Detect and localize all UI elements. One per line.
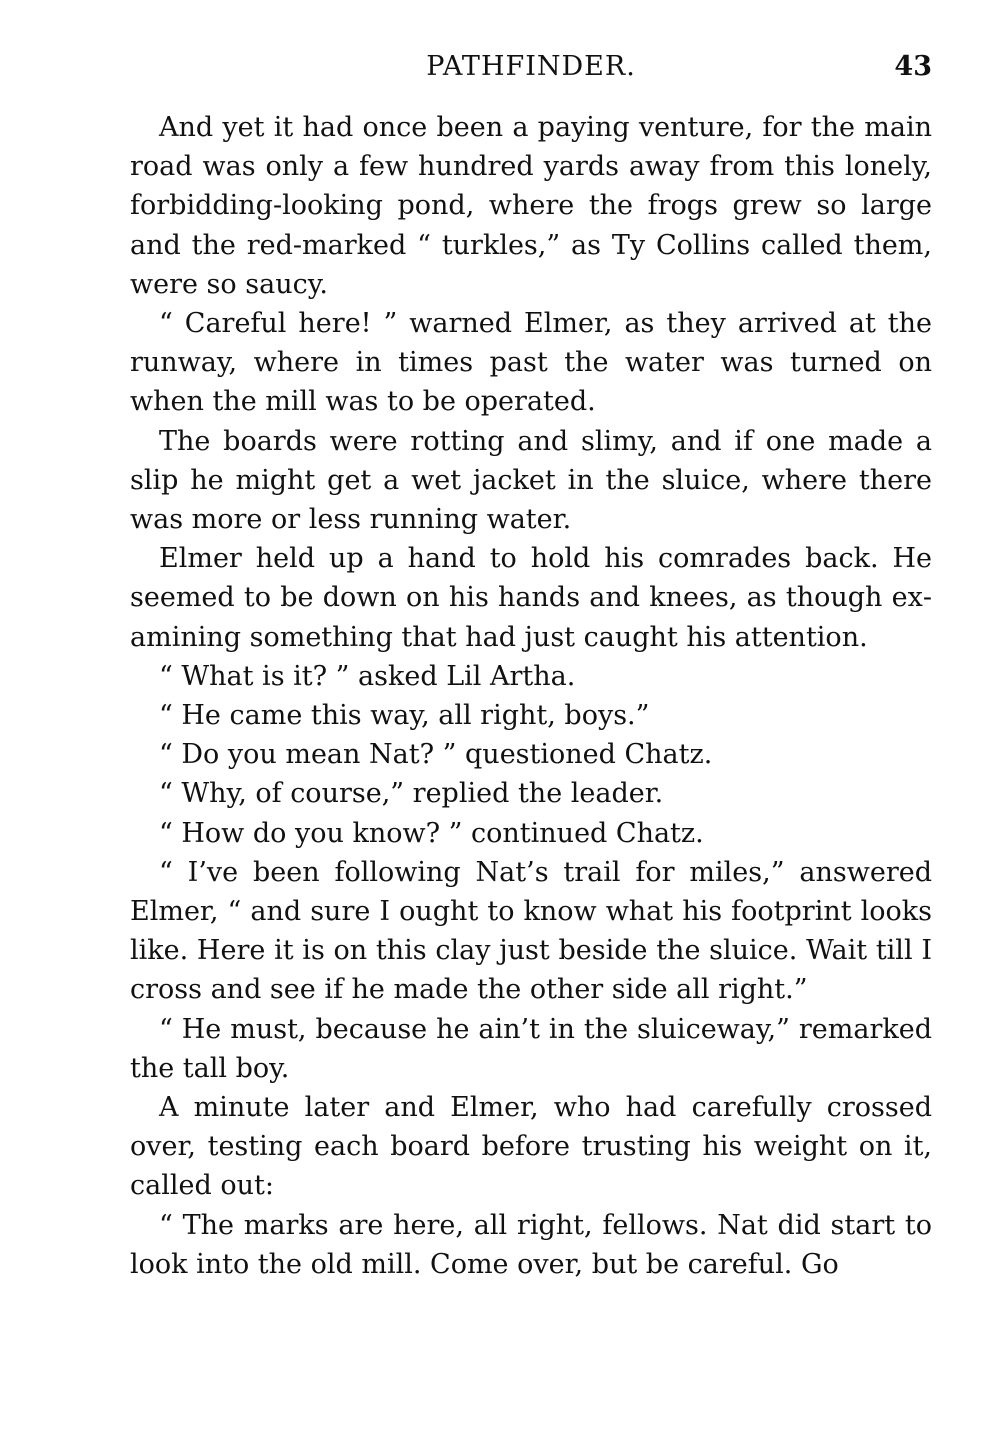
body-text bbox=[130, 108, 932, 1284]
running-head bbox=[130, 50, 932, 84]
paragraph: “ The marks are here, all right, fellows. Nat did start to look into the old mill. Come over, but be careful. Go bbox=[130, 1209, 932, 1280]
paragraph: “ I’ve been following Nat’s trail for miles,” answered Elmer, “ and sure I ought to know what his footprint looks like. Here it is on this clay just beside the sluice. Wait till I cross and see if he made the other side all right.” bbox=[130, 856, 932, 1006]
paragraph: A minute later and Elmer, who had carefully crossed over, testing each board before trusting his weight on it, called out: bbox=[130, 1092, 932, 1202]
paragraph: “ He must, because he ain’t in the sluiceway,” remarked the tall boy. bbox=[130, 1013, 932, 1084]
paragraph: “ Careful here! ” warned Elmer, as they arrived at the runway, where in times past the water was turned on when the mill was to be operated. bbox=[130, 308, 932, 418]
paragraph: The boards were rotting and slimy, and if one made a slip he might get a wet jacket in the sluice, where there was more or less running water. bbox=[130, 425, 932, 536]
paragraph: “ Why, of course,” replied the leader. bbox=[159, 778, 664, 810]
paragraph: Elmer held up a hand to hold his comrades back. He seemed to be down on his hands and knees, as though examining something that had just caught his attention. bbox=[130, 543, 932, 653]
paragraph: “ How do you know? ” continued Chatz. bbox=[159, 817, 704, 849]
paragraph: “ What is it? ” asked Lil Artha. bbox=[159, 660, 576, 692]
page-number: 43 bbox=[894, 51, 932, 82]
paragraph: And yet it had once been a paying venture, for the main road was only a few hundred yards away from this lonely, forbidding-looking pond, where the frogs grew so large and the red-marked “ turkles,” as Ty Collins called them, were so saucy. bbox=[130, 112, 932, 300]
paragraph: “ He came this way, all right, boys.” bbox=[159, 700, 650, 732]
running-head-title: PATHFINDER. bbox=[426, 51, 636, 82]
paragraph: “ Do you mean Nat? ” questioned Chatz. bbox=[159, 739, 713, 771]
